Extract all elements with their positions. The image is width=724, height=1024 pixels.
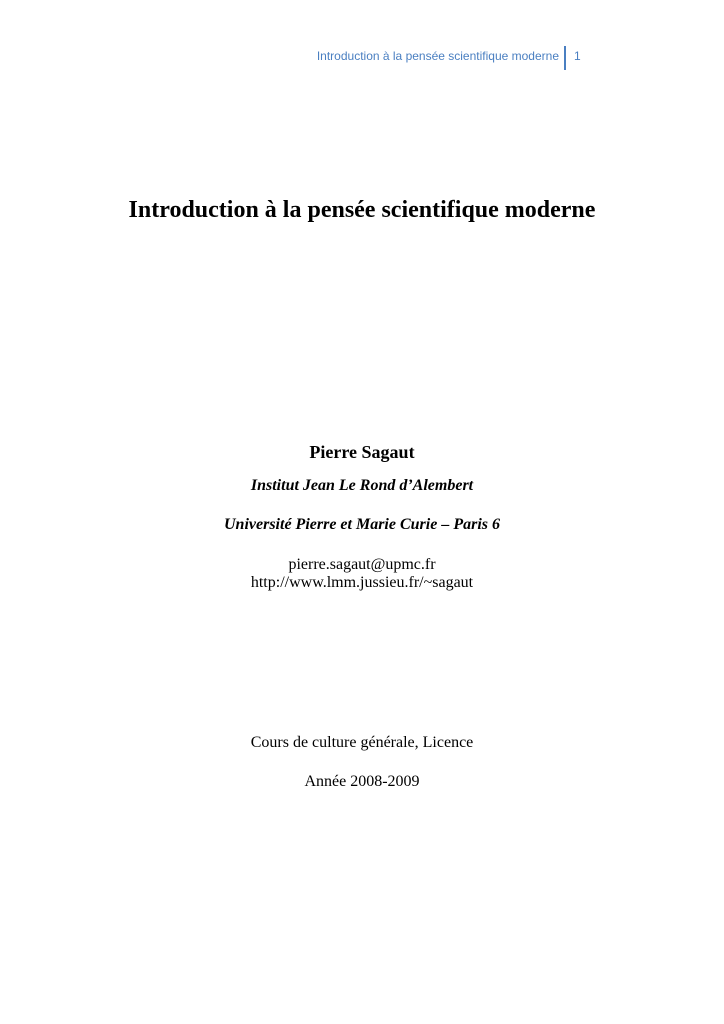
running-header-title: Introduction à la pensée scientifique moderne [316, 49, 559, 63]
author-email: pierre.sagaut@upmc.fr [288, 556, 436, 573]
author-name: Pierre Sagaut [309, 442, 415, 462]
page-header [0, 46, 724, 70]
header-divider [564, 46, 566, 70]
course-label: Cours de culture générale, Licence [250, 734, 474, 751]
author-website: http://www.lmm.jussieu.fr/~sagaut [250, 574, 474, 591]
academic-year: Année 2008-2009 [304, 773, 420, 790]
affiliation-institute: Institut Jean Le Rond d’Alembert [250, 477, 474, 494]
affiliation-university: Université Pierre et Marie Curie – Paris 6 [224, 516, 500, 533]
page-number: 1 [574, 49, 581, 63]
document-title: Introduction à la pensée scientifique moderne [128, 197, 596, 223]
